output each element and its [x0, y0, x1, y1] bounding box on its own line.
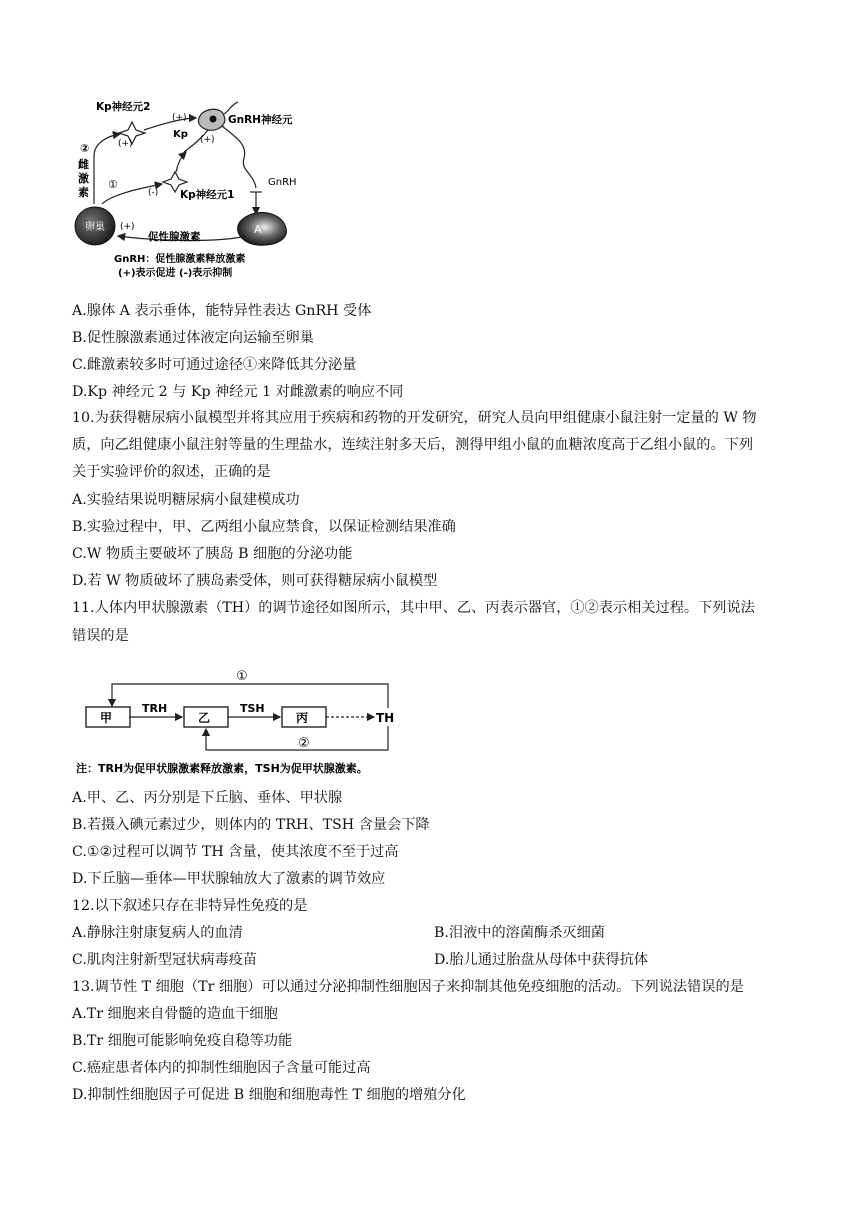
estrogen-char-3: 素 — [78, 186, 89, 199]
gnrh-neuron-label: GnRH神经元 — [228, 114, 293, 126]
kp-gnrh-diagram — [72, 96, 312, 286]
gnrh-hormone-label: GnRH — [268, 177, 297, 188]
q10-stem-line-3: 关于实验评价的叙述，正确的是 — [72, 464, 271, 480]
q13-option-d[interactable]: D.抑制性细胞因子可促进 B 细胞和细胞毒性 T 细胞的增殖分化 — [72, 1087, 466, 1103]
q12-option-b[interactable]: B.泪液中的溶菌酶杀灭细菌 — [434, 925, 605, 941]
q10-stem-line-1: 10.为获得糖尿病小鼠模型并将其应用于疾病和药物的开发研究，研究人员向甲组健康小鼠注射一定量的 W 物 — [72, 410, 757, 426]
kp2-to-gnrh-plus: (+) — [172, 113, 187, 123]
route-1-label: ① — [108, 178, 118, 191]
kp2-plus-label: (+) — [118, 139, 133, 149]
yi-label: 乙 — [198, 711, 211, 725]
jia-label: 甲 — [100, 711, 113, 725]
q12-option-c[interactable]: C.肌肉注射新型冠状病毒疫苗 — [72, 952, 258, 968]
gland-a-label: A — [254, 223, 262, 236]
q11-option-c[interactable]: C.①②过程可以调节 TH 含量，使其浓度不至于过高 — [72, 844, 399, 860]
kp-neuron-2-label: Kp神经元2 — [96, 101, 151, 113]
q10-option-a[interactable]: A.实验结果说明糖尿病小鼠建模成功 — [72, 492, 300, 508]
q9-option-c[interactable]: C.雌激素较多时可通过途径①来降低其分泌量 — [72, 357, 357, 373]
q11-option-d[interactable]: D.下丘脑—垂体—甲状腺轴放大了激素的调节效应 — [72, 871, 386, 887]
q9-option-b[interactable]: B.促性腺激素通过体液定向运输至卵巢 — [72, 330, 314, 346]
th-label: TH — [376, 711, 395, 725]
q13-stem: 13.调节性 T 细胞（Tr 细胞）可以通过分泌抑制性细胞因子来抑制其他免疫细胞的活动。下列说法错误的是 — [72, 979, 744, 995]
process-1-label: ① — [236, 669, 248, 684]
gland-a-icon — [238, 213, 287, 246]
kp-label: Kp — [173, 129, 188, 140]
q10-option-d[interactable]: D.若 W 物质破坏了胰岛素受体，则可获得糖尿病小鼠模型 — [72, 573, 438, 589]
route-2-label: ② — [80, 142, 90, 155]
gonadotropin-plus-label: (+) — [120, 222, 135, 232]
q13-option-c[interactable]: C.癌症患者体内的抑制性细胞因子含量可能过高 — [72, 1060, 371, 1076]
q13-option-a[interactable]: A.Tr 细胞来自骨髓的造血干细胞 — [72, 1006, 278, 1022]
process-2-label: ② — [298, 736, 310, 751]
q11-stem-line-1: 11.人体内甲状腺激素（TH）的调节途径如图所示，其中甲、乙、丙表示器官，①②表示相关过程。下列说法 — [72, 600, 755, 616]
q12-stem: 12.以下叙述只存在非特异性免疫的是 — [72, 898, 308, 914]
q12-option-d[interactable]: D.胎儿通过胎盘从母体中获得抗体 — [434, 952, 649, 968]
q11-option-b[interactable]: B.若摄入碘元素过少，则体内的 TRH、TSH 含量会下降 — [72, 817, 430, 833]
q9-option-a[interactable]: A.腺体 A 表示垂体，能特异性表达 GnRH 受体 — [72, 303, 372, 319]
q11-option-a[interactable]: A.甲、乙、丙分别是下丘脑、垂体、甲状腺 — [72, 790, 343, 806]
q12-option-a[interactable]: A.静脉注射康复病人的血清 — [72, 925, 243, 941]
q10-option-c[interactable]: C.W 物质主要破坏了胰岛 B 细胞的分泌功能 — [72, 546, 353, 562]
estrogen-char-1: 雌 — [78, 158, 89, 171]
kp1-minus-label: (-) — [148, 188, 159, 198]
trh-label: TRH — [142, 702, 168, 715]
q10-stem-line-2: 质，向乙组健康小鼠注射等量的生理盐水，连续注射多天后，测得甲组小鼠的血糖浓度高于乙组小鼠的。下列 — [72, 437, 754, 453]
tsh-label: TSH — [240, 702, 265, 715]
fig1-note-1: GnRH：促性腺激素释放激素 — [114, 254, 246, 265]
fig1-note-2: (+)表示促进 (-)表示抑制 — [118, 268, 233, 279]
fig2-note: 注：TRH为促甲状腺激素释放激素，TSH为促甲状腺激素。 — [76, 762, 368, 775]
ovary-label: 卵巢 — [85, 222, 105, 233]
q10-option-b[interactable]: B.实验过程中，甲、乙两组小鼠应禁食，以保证检测结果准确 — [72, 519, 456, 535]
q9-option-d[interactable]: D.Kp 神经元 2 与 Kp 神经元 1 对雌激素的响应不同 — [72, 384, 404, 400]
q11-stem-line-2: 错误的是 — [72, 628, 129, 644]
kp1-to-gnrh-plus: (+) — [200, 135, 215, 145]
gonadotropin-label: 促性腺激素 — [148, 231, 201, 243]
q13-option-b[interactable]: B.Tr 细胞可能影响免疫自稳等功能 — [72, 1033, 293, 1049]
kp-neuron-1-label: Kp神经元1 — [180, 189, 235, 201]
estrogen-char-2: 激 — [78, 172, 89, 185]
bing-label: 丙 — [296, 711, 309, 725]
th-regulation-diagram — [72, 660, 412, 778]
